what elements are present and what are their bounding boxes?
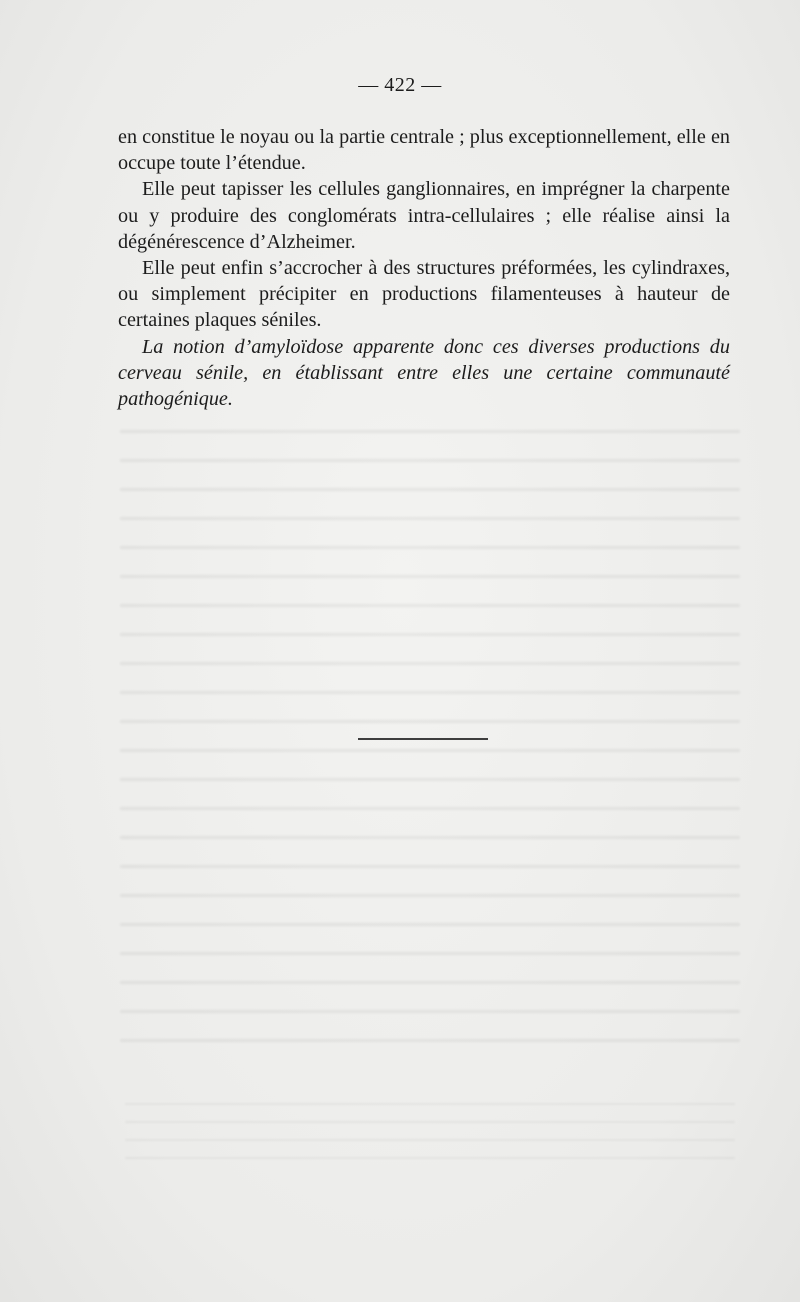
paragraph-continuation: en constitue le noyau ou la partie centrale ; plus exceptionnellement, elle en occupe toute l’étendue.	[118, 126, 730, 175]
paragraph-alzheimer: Elle peut tapisser les cellules ganglionnaires, en imprégner la charpente ou y produire des conglomérats intra-cellulaires ; elle réalise ainsi la dégénérescence d’Alzheimer.	[118, 178, 730, 253]
show-through-text	[120, 410, 740, 1060]
show-through-footnotes	[125, 1095, 735, 1165]
paragraph-conclusion: La notion d’amyloïdose apparente donc ces diverses productions du cerveau sénile, en établissant entre elles une certaine communauté pathogénique.	[118, 335, 730, 411]
paragraph-cylindraxes: Elle peut enfin s’accrocher à des structures préformées, les cylindraxes, ou simplement précipiter en productions filamenteuses à hauteur de certaines plaques séniles.	[118, 257, 730, 332]
section-divider	[358, 738, 488, 740]
body-text	[118, 124, 730, 412]
page-number: — 422 —	[358, 74, 442, 96]
